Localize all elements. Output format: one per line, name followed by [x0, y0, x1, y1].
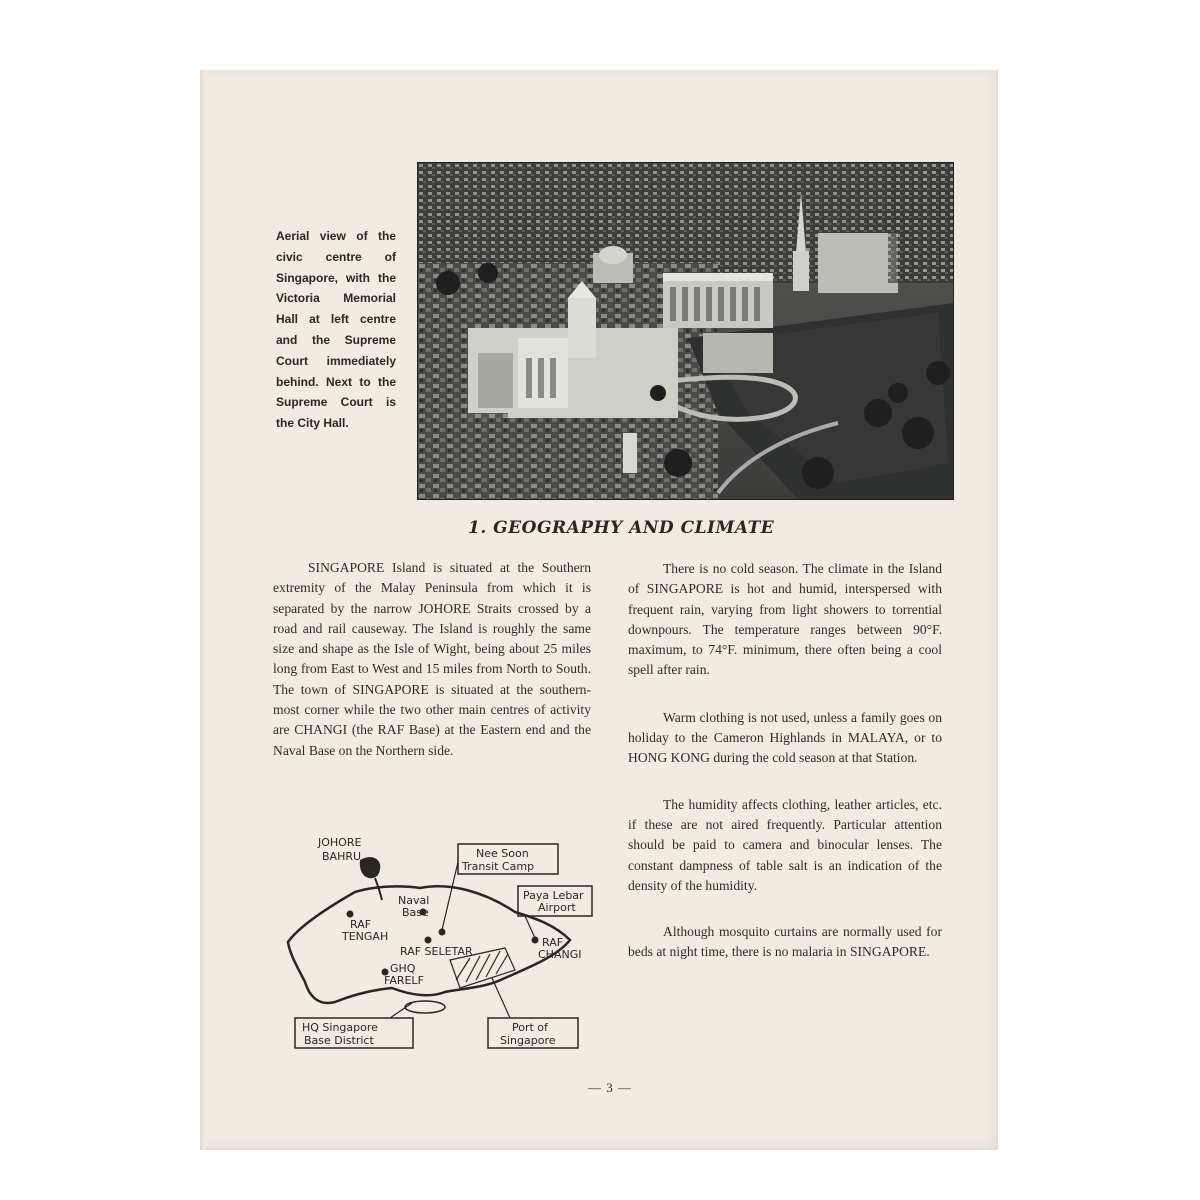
clothing-paragraph: Warm clothing is not used, unless a family goes on holiday to the Cameron Highlands in MALAYA, or to HONG KONG during the cold season at that Station.	[628, 709, 942, 766]
photo-caption: Aerial view of the civic centre of Singapore, with the Victoria Memorial Hall at left centre and the Supreme Court immediately behind. Next to the Supreme Court is the City Hall.	[276, 229, 396, 431]
port-label-2: Singapore	[500, 1034, 556, 1047]
hq-label-1: HQ Singapore	[302, 1021, 378, 1034]
aerial-photo-illustration	[418, 163, 953, 499]
nee-soon-label-2: Transit Camp	[462, 860, 535, 873]
bahru-label: BAHRU	[322, 850, 362, 863]
raf-tengah-dot	[347, 911, 354, 918]
climate-paragraph: There is no cold season. The climate in the Island of SINGAPORE is hot and humid, interspersed with frequent rain, varying from light showers to torrential downpours. The temperature ranges between 90°F. maximum, to 74°F. minimum, there often being a cool spell after rain.	[628, 561, 942, 678]
geography-paragraph: SINGAPORE Island is situated at the Southern extremity of the Malay Peninsula from which it is separated by the narrow JOHORE Straits crossed by a road and rail causeway. The Island is roughly the same size and shape as the Isle of Wight, being about 25 miles long from East to West and 15 miles from North to South. The town of SINGAPORE is situated at the southern-most corner while the two other main centres of activity are CHANGI (the RAF Base) at the Eastern end and the Naval Base on the Northern side.	[273, 560, 591, 758]
raf-tengah-label-2: TENGAH	[342, 930, 389, 943]
naval-label-1: Naval	[398, 894, 430, 907]
right-column	[628, 559, 942, 963]
malaria-paragraph: Although mosquito curtains are normally used for beds at night time, there is no malaria in SINGAPORE.	[628, 924, 942, 960]
left-column	[273, 558, 591, 761]
hq-label-2: Base District	[304, 1034, 374, 1047]
section-title: 1. GEOGRAPHY AND CLIMATE	[468, 518, 775, 538]
paya-lebar-label-2: Airport	[538, 901, 576, 914]
raf-changi-label-1: RAF	[542, 936, 564, 949]
ghq-label-2: FARELF	[384, 974, 424, 987]
raf-seletar-dot	[425, 937, 432, 944]
port-label-1: Port of	[512, 1021, 548, 1034]
johore-bahru-marker	[360, 857, 380, 878]
nee-soon-label-1: Nee Soon	[476, 847, 529, 860]
causeway-line	[375, 878, 382, 900]
aerial-photo	[417, 162, 954, 500]
island-map	[280, 830, 600, 1060]
raf-changi-label-2: CHANGI	[538, 948, 582, 961]
page-edge-shadow	[200, 70, 206, 1150]
humidity-paragraph: The humidity affects clothing, leather articles, etc. if these are not aired frequently. Particular attention should be paid to camera and binocular lenses. The constant dampness of table salt is an indication of the density of the humidity.	[628, 796, 942, 893]
raf-seletar-label: RAF SELETAR	[400, 945, 473, 958]
naval-label-2: Base	[402, 906, 429, 919]
paya-lebar-label-1: Paya Lebar	[523, 889, 584, 902]
ghq-label-1: GHQ	[390, 962, 416, 975]
document-page	[200, 70, 998, 1150]
offshore-island	[405, 1001, 445, 1013]
page-number: — 3 —	[588, 1080, 632, 1095]
johore-label: JOHORE	[318, 836, 362, 849]
raf-tengah-label-1: RAF	[350, 918, 372, 931]
